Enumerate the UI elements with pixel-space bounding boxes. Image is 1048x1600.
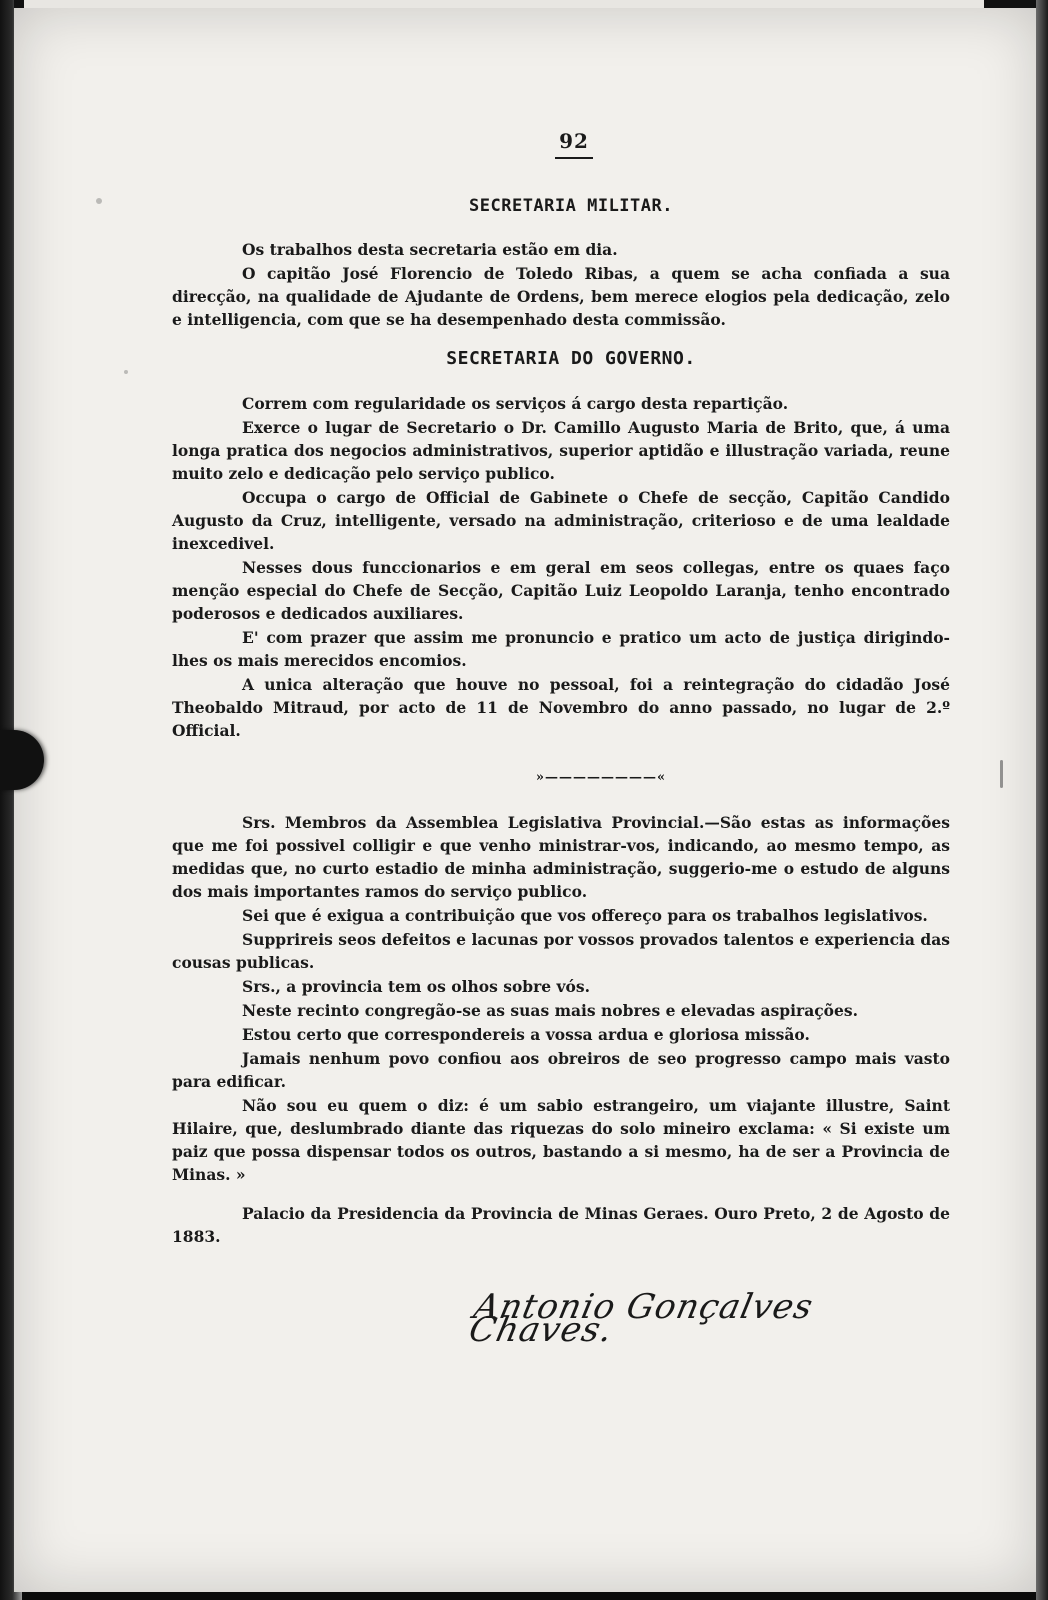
dateline: Palacio da Presidencia da Provincia de Minas Geraes. Ouro Preto, 2 de Agosto de 1883.: [172, 1204, 950, 1246]
page-number-rule: [555, 157, 593, 159]
paper-speck: [124, 370, 128, 374]
paragraph: Não sou eu quem o diz: é um sabio estrangeiro, um viajante illustre, Saint Hilaire, que, deslumbrado diante das riquezas do solo mineiro exclama: « Si existe um paiz que possa dispensar todos os outros, bastando a si mesmo, ha de ser a Provincia de Minas. »: [172, 1096, 950, 1184]
paragraph: Srs., a provincia tem os olhos sobre vós.: [242, 977, 591, 996]
paragraph: Correm com regularidade os serviços á cargo desta repartição.: [242, 394, 789, 413]
signature: Antonio Gonçalves Chaves.: [465, 1287, 817, 1350]
paragraph: Srs. Membros da Assemblea Legislativa Provincial.—São estas as informações que me foi possivel colligir e que venho ministrar-vos, indicando, ao mesmo tempo, as medidas que, no curto estadio de minha administração, suggerio-me o estudo de alguns dos mais importantes ramos do serviço publico.: [172, 813, 950, 901]
section-heading-governo: SECRETARIA DO GOVERNO.: [446, 348, 696, 369]
section-divider-ornament: »————————«: [535, 770, 667, 785]
section-heading-militar: SECRETARIA MILITAR.: [469, 196, 673, 216]
paragraph: Nesses dous funccionarios e em geral em seos collegas, entre os quaes faço menção especial do Chefe de Secção, Capitão Luiz Leopoldo Laranja, tenho encontrado poderosos e dedicados auxiliares.: [172, 558, 950, 623]
document-body: [172, 129, 950, 1350]
paragraph: E' com prazer que assim me pronuncio e pratico um acto de justiça dirigindo-lhes os mais merecidos encomios.: [172, 628, 950, 670]
paragraph: Estou certo que correspondereis a vossa ardua e gloriosa missão.: [242, 1025, 810, 1044]
paragraph: Occupa o cargo de Official de Gabinete o Chefe de secção, Capitão Candido Augusto da Cruz, intelligente, versado na administração, criterioso e de uma lealdade inexcedivel.: [172, 488, 950, 553]
paragraph: Supprireis seos defeitos e lacunas por vossos provados talentos e experiencia das cousas publicas.: [172, 930, 950, 972]
paragraph: Exerce o lugar de Secretario o Dr. Camillo Augusto Maria de Brito, que, á uma longa pratica dos negocios administrativos, superior aptidão e illustração variada, reune muito zelo e dedicação pelo serviço publico.: [172, 418, 950, 483]
paragraph: Sei que é exigua a contribuição que vos offereço para os trabalhos legislativos.: [242, 906, 928, 925]
paragraph: O capitão José Florencio de Toledo Ribas, a quem se acha confiada a sua direcção, na qualidade de Ajudante de Ordens, bem merece elogios pela dedicação, zelo e intelligencia, com que se ha desempenhado desta commissão.: [172, 264, 950, 329]
scan-right-edge: [1036, 0, 1048, 1600]
paper-speck: [96, 198, 102, 204]
paragraph: Os trabalhos desta secretaria estão em dia.: [242, 240, 618, 259]
paragraph: Neste recinto congregão-se as suas mais nobres e elevadas aspirações.: [242, 1001, 859, 1020]
paragraph: A unica alteração que houve no pessoal, foi a reintegração do cidadão José Theobaldo Mitraud, por acto de 11 de Novembro do anno passado, no lugar de 2.º Official.: [172, 675, 950, 740]
paper-mark: [1000, 760, 1003, 788]
page-number: 92: [559, 129, 589, 153]
paragraph: Jamais nenhum povo confiou aos obreiros de seo progresso campo mais vasto para edificar.: [172, 1049, 950, 1091]
